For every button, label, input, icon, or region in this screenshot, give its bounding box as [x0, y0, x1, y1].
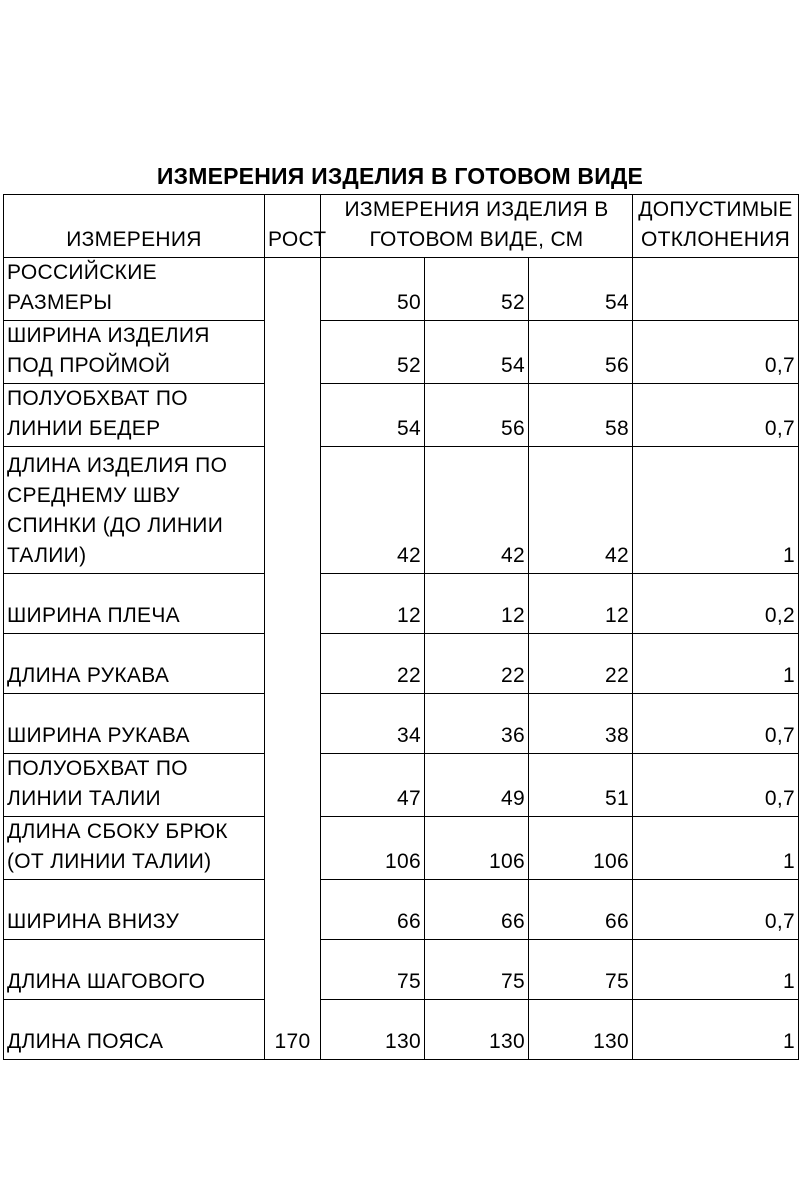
- cell-value: 38: [529, 694, 633, 754]
- cell-value: 130: [425, 1000, 529, 1060]
- cell-value: 66: [529, 880, 633, 940]
- cell-value: 106: [529, 817, 633, 880]
- page-title: ИЗМЕРЕНИЯ ИЗДЕЛИЯ В ГОТОВОМ ВИДЕ: [156, 163, 644, 189]
- cell-tolerance: 1: [633, 940, 799, 1000]
- cell-value: 42: [321, 447, 425, 574]
- cell-value: 54: [425, 321, 529, 384]
- cell-value: 34: [321, 694, 425, 754]
- table-header-row: [4, 195, 799, 258]
- cell-value: 12: [529, 574, 633, 634]
- cell-value: 54: [321, 384, 425, 447]
- cell-value: 22: [321, 634, 425, 694]
- row-label: ШИРИНА ИЗДЕЛИЯ ПОД ПРОЙМОЙ: [4, 321, 265, 384]
- cell-tolerance: 1: [633, 1000, 799, 1060]
- cell-tolerance: 0,7: [633, 384, 799, 447]
- cell-value: 106: [425, 817, 529, 880]
- table-row: [4, 880, 799, 940]
- table-row: [4, 754, 799, 817]
- cell-value: 66: [321, 880, 425, 940]
- row-label: ПОЛУОБХВАТ ПО ЛИНИИ БЕДЕР: [4, 384, 265, 447]
- cell-value: 75: [321, 940, 425, 1000]
- cell-value: 75: [529, 940, 633, 1000]
- row-label: ШИРИНА ВНИЗУ: [4, 880, 265, 940]
- cell-value: 56: [529, 321, 633, 384]
- cell-value: 58: [529, 384, 633, 447]
- table-row: [4, 634, 799, 694]
- cell-tolerance: 0,2: [633, 574, 799, 634]
- header-tolerance: ДОПУСТИМЫЕ ОТКЛОНЕНИЯ: [633, 195, 799, 258]
- row-label: ДЛИНА ШАГОВОГО: [4, 940, 265, 1000]
- table-row: [4, 817, 799, 880]
- cell-value: 130: [321, 1000, 425, 1060]
- cell-tolerance: 1: [633, 634, 799, 694]
- row-label: ДЛИНА ПОЯСА: [4, 1000, 265, 1060]
- cell-value: 106: [321, 817, 425, 880]
- table-row: [4, 258, 799, 321]
- cell-value: 22: [425, 634, 529, 694]
- cell-tolerance: 0,7: [633, 754, 799, 817]
- table-row: [4, 447, 799, 574]
- cell-value: 49: [425, 754, 529, 817]
- cell-value: 36: [425, 694, 529, 754]
- cell-tolerance: 1: [633, 817, 799, 880]
- cell-tolerance: 1: [633, 447, 799, 574]
- table-row: [4, 384, 799, 447]
- table-row: [4, 940, 799, 1000]
- cell-value: 75: [425, 940, 529, 1000]
- cell-value: 52: [321, 321, 425, 384]
- cell-value: 56: [425, 384, 529, 447]
- row-label: ШИРИНА РУКАВА: [4, 694, 265, 754]
- cell-value: 22: [529, 634, 633, 694]
- table-row: [4, 694, 799, 754]
- table-row: [4, 321, 799, 384]
- table-row: [4, 574, 799, 634]
- cell-value: 12: [321, 574, 425, 634]
- cell-value: 54: [529, 258, 633, 321]
- row-label: ШИРИНА ПЛЕЧА: [4, 574, 265, 634]
- row-label: ДЛИНА РУКАВА: [4, 634, 265, 694]
- cell-value: 51: [529, 754, 633, 817]
- row-label: ДЛИНА ИЗДЕЛИЯ ПО СРЕДНЕМУ ШВУ СПИНКИ (ДО ЛИНИИ ТАЛИИ): [4, 447, 265, 574]
- cell-value: 66: [425, 880, 529, 940]
- header-measurements: ИЗМЕРЕНИЯ: [4, 195, 265, 258]
- cell-value: 50: [321, 258, 425, 321]
- row-label: РОССИЙСКИЕ РАЗМЕРЫ: [4, 258, 265, 321]
- cell-tolerance: 0,7: [633, 694, 799, 754]
- cell-value: 47: [321, 754, 425, 817]
- height-value: 170: [265, 258, 321, 1060]
- header-height: РОСТ: [265, 195, 321, 258]
- table-row: [4, 1000, 799, 1060]
- cell-value: 42: [425, 447, 529, 574]
- cell-value: 42: [529, 447, 633, 574]
- row-label: ПОЛУОБХВАТ ПО ЛИНИИ ТАЛИИ: [4, 754, 265, 817]
- header-measurements-cm: ИЗМЕРЕНИЯ ИЗДЕЛИЯ В ГОТОВОМ ВИДЕ, СМ: [321, 195, 633, 258]
- cell-value: 52: [425, 258, 529, 321]
- row-label: ДЛИНА СБОКУ БРЮК (ОТ ЛИНИИ ТАЛИИ): [4, 817, 265, 880]
- cell-tolerance: 0,7: [633, 880, 799, 940]
- cell-tolerance: 0,7: [633, 321, 799, 384]
- measurements-table: [3, 194, 799, 1060]
- cell-value: 12: [425, 574, 529, 634]
- cell-value: 130: [529, 1000, 633, 1060]
- cell-tolerance: [633, 258, 799, 321]
